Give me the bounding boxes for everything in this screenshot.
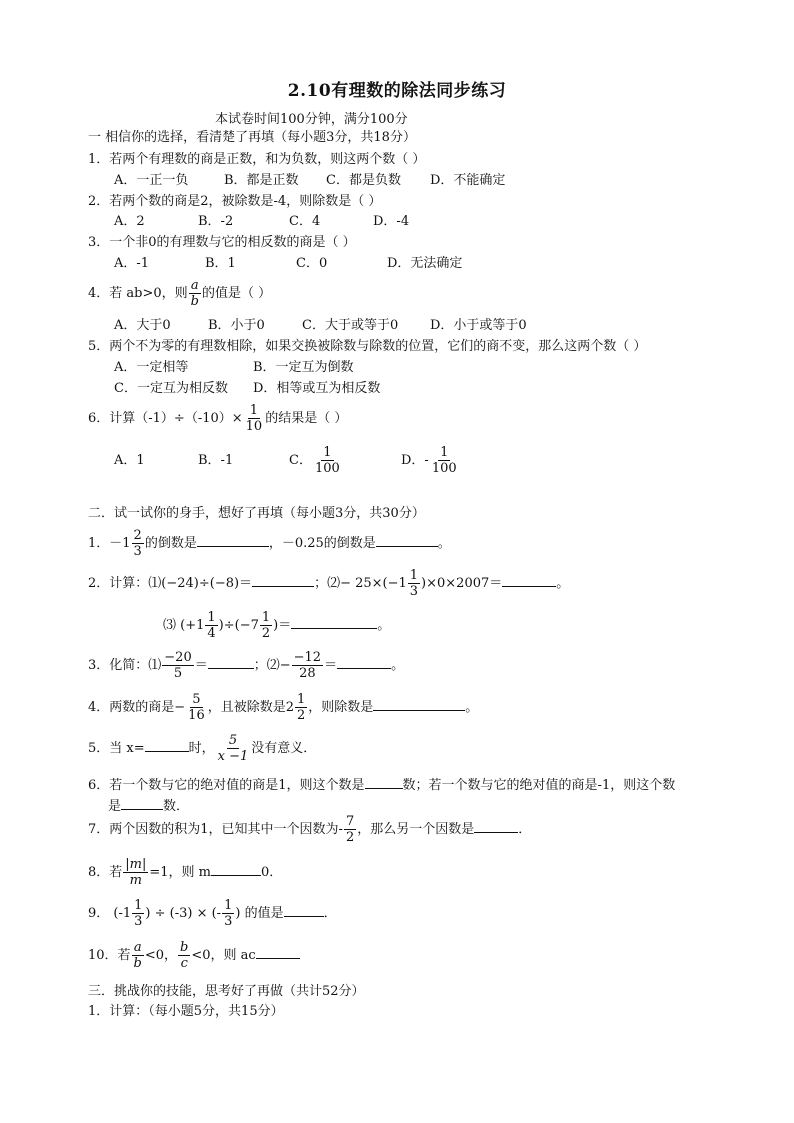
- fraction-5-over-16: $\frac{5}{16}$: [188, 692, 205, 723]
- fraction-1-over-100: $\frac{1}{100}$: [431, 445, 457, 476]
- fraction-5-over-x-minus-1: $\frac{5}{x -1}$: [217, 733, 249, 764]
- fraction-1-over-4: $\frac{1}{4}$: [207, 610, 216, 641]
- s1-q2: 2．若两个数的商是2，被除数是-4，则除数是（ ）: [88, 194, 382, 209]
- s2-q6-line2: 是 数．: [108, 799, 190, 814]
- s1-q4-options: [114, 318, 527, 334]
- s1-q2-options: [114, 214, 409, 230]
- answer-blank[interactable]: [337, 656, 391, 669]
- answer-blank[interactable]: [291, 616, 377, 629]
- fraction-neg12-over-28: $\frac{-12}{28}$: [293, 650, 322, 681]
- option-b: B．-2: [198, 214, 234, 229]
- s2-q9: 9． (-1 $\frac{1}{3}$ ) ÷ (-3) × (- $\frac{1}{3}$ ) 的值是 ．: [88, 898, 337, 929]
- answer-blank[interactable]: [197, 534, 269, 547]
- fraction-abs-m-over-m: $\frac{|m|}{m}$: [125, 857, 147, 888]
- answer-blank[interactable]: [502, 574, 556, 587]
- option-a: A．一定相等: [114, 360, 189, 375]
- answer-blank[interactable]: [256, 946, 300, 959]
- s1-q3: 3．一个非0的有理数与它的相反数的商是（ ）: [88, 235, 356, 250]
- section-2-heading: 二．试一试你的身手，想好了再填（每小题3分，共30分）: [88, 506, 425, 521]
- s1-q3-options: [114, 256, 462, 272]
- fraction-2-over-3: $\frac{2}{3}$: [133, 528, 142, 559]
- s2-q5: 5．当 x= 时， $\frac{5}{x -1}$ 没有意义．: [88, 733, 317, 764]
- answer-blank[interactable]: [474, 820, 518, 833]
- option-d: D．-4: [373, 214, 410, 229]
- fraction-a-over-b: $\frac{a}{b}$: [133, 940, 142, 971]
- fraction-1-over-2: $\frac{1}{2}$: [261, 610, 271, 641]
- fraction-b-over-c: $\frac{b}{c}$: [180, 940, 189, 971]
- answer-blank[interactable]: [211, 863, 261, 876]
- option-d: D．无法确定: [387, 256, 463, 271]
- s1-q1: 1．若两个有理数的商是正数，和为负数，则这两个数（ ）: [88, 152, 426, 167]
- option-d: D．小于或等于0: [430, 318, 527, 333]
- answer-blank[interactable]: [373, 698, 465, 711]
- option-d: D．- $\frac{1}{100}$: [401, 445, 457, 476]
- option-c: C．4: [289, 214, 321, 229]
- fraction-a-over-b: $\frac{a}{b}$: [190, 278, 199, 309]
- option-b: B．1: [205, 256, 236, 271]
- option-d: D．不能确定: [430, 173, 506, 188]
- fraction-1-over-100: $\frac{1}{100}$: [314, 445, 340, 476]
- option-b: B．都是正数: [224, 173, 299, 188]
- option-c: C．大于或等于0: [302, 318, 399, 333]
- option-d: D．相等或互为相反数: [253, 381, 381, 396]
- s2-q1: 1．－1 $\frac{2}{3}$ 的倒数是 ，－0.25的倒数是 。: [88, 528, 451, 559]
- option-a: A．大于0: [114, 318, 171, 333]
- exam-info: 本试卷时间100分钟，满分100分: [215, 112, 408, 127]
- option-a: A．1: [114, 453, 145, 468]
- answer-blank[interactable]: [376, 534, 438, 547]
- option-a: A．-1: [114, 256, 150, 271]
- answer-blank[interactable]: [121, 797, 163, 810]
- option-b: B．一定互为倒数: [253, 360, 354, 375]
- fraction-7-over-2: $\frac{7}{2}$: [345, 814, 355, 845]
- s2-q4: 4．两数的商是− $\frac{5}{16}$ ，且被除数是2 $\frac{1}{2}$ ，则除数是 。: [88, 692, 479, 723]
- s1-q6: 6．计算（-1）÷（-10）× $\frac{1}{10}$ 的结果是（ ）: [88, 403, 348, 434]
- option-c: C． $\frac{1}{100}$: [289, 445, 340, 476]
- s2-q7: 7．两个因数的积为1，已知其中一个因数为- $\frac{7}{2}$ ，那么另一个因数是 ．: [88, 814, 532, 845]
- s1-q5-options-row2: [114, 381, 380, 397]
- fraction-1-over-10: $\frac{1}{10}$: [245, 403, 263, 434]
- s1-q1-options: [114, 173, 505, 189]
- section-1-heading: 一 相信你的选择，看清楚了再填（每小题3分，共18分）: [88, 130, 416, 145]
- answer-blank[interactable]: [145, 739, 189, 752]
- s2-q2-part3: ⑶ (+1 $\frac{1}{4}$ )÷(−7 $\frac{1}{2}$ )＝ 。: [163, 610, 391, 641]
- s2-q10: 10．若 $\frac{a}{b}$ <0， $\frac{b}{c}$ <0，则 ac: [88, 940, 300, 972]
- fraction-neg20-over-5: $\frac{-20}{5}$: [164, 650, 192, 681]
- section-3-heading: 三．挑战你的技能，思考好了再做（共计52分）: [88, 984, 365, 999]
- answer-blank[interactable]: [208, 656, 254, 669]
- option-b: B．小于0: [208, 318, 265, 333]
- s2-q6-line1: 6．若一个数与它的绝对值的商是1，则这个数是 数；若一个数与它的绝对值的商是-1，则这个数: [88, 778, 676, 793]
- fraction-1-over-3: $\frac{1}{3}$: [409, 568, 419, 599]
- option-c: C．一定互为相反数: [114, 381, 228, 396]
- answer-blank[interactable]: [284, 904, 324, 917]
- s2-q8: 8．若 $\frac{|m|}{m}$ =1，则 m 0．: [88, 857, 283, 888]
- s1-q5: 5．两个不为零的有理数相除，如果交换被除数与除数的位置，它们的商不变，那么这两个数（ ）: [88, 339, 647, 354]
- option-c: C．0: [296, 256, 328, 271]
- answer-blank[interactable]: [252, 574, 314, 587]
- option-b: B．-1: [198, 453, 234, 468]
- option-c: C．都是负数: [326, 173, 401, 188]
- s1-q6-options: [114, 444, 460, 478]
- answer-blank[interactable]: [365, 776, 403, 789]
- s2-q2: 2．计算：⑴(−24)÷(−8)＝ ；⑵− 25×(−1 $\frac{1}{3}$ )×0×2007＝ 。: [88, 568, 570, 599]
- s1-q5-options-row1: [114, 360, 354, 376]
- fraction-1-over-3: $\frac{1}{3}$: [224, 898, 233, 929]
- fraction-1-over-2: $\frac{1}{2}$: [297, 692, 306, 723]
- s2-q3: 3．化简：⑴ $\frac{-20}{5}$ ＝ ；⑵− $\frac{-12}{28}$ ＝ 。: [88, 650, 405, 681]
- page-title: 2.10有理数的除法同步练习: [287, 81, 507, 101]
- s3-q1: 1．计算：（每小题5分，共15分）: [88, 1004, 284, 1019]
- s1-q4: 4．若 ab>0，则 $\frac{a}{b}$ 的值是（ ）: [88, 278, 272, 309]
- fraction-1-over-3: $\frac{1}{3}$: [134, 898, 143, 929]
- option-a: A．一正一负: [114, 173, 189, 188]
- option-a: A．2: [114, 214, 145, 229]
